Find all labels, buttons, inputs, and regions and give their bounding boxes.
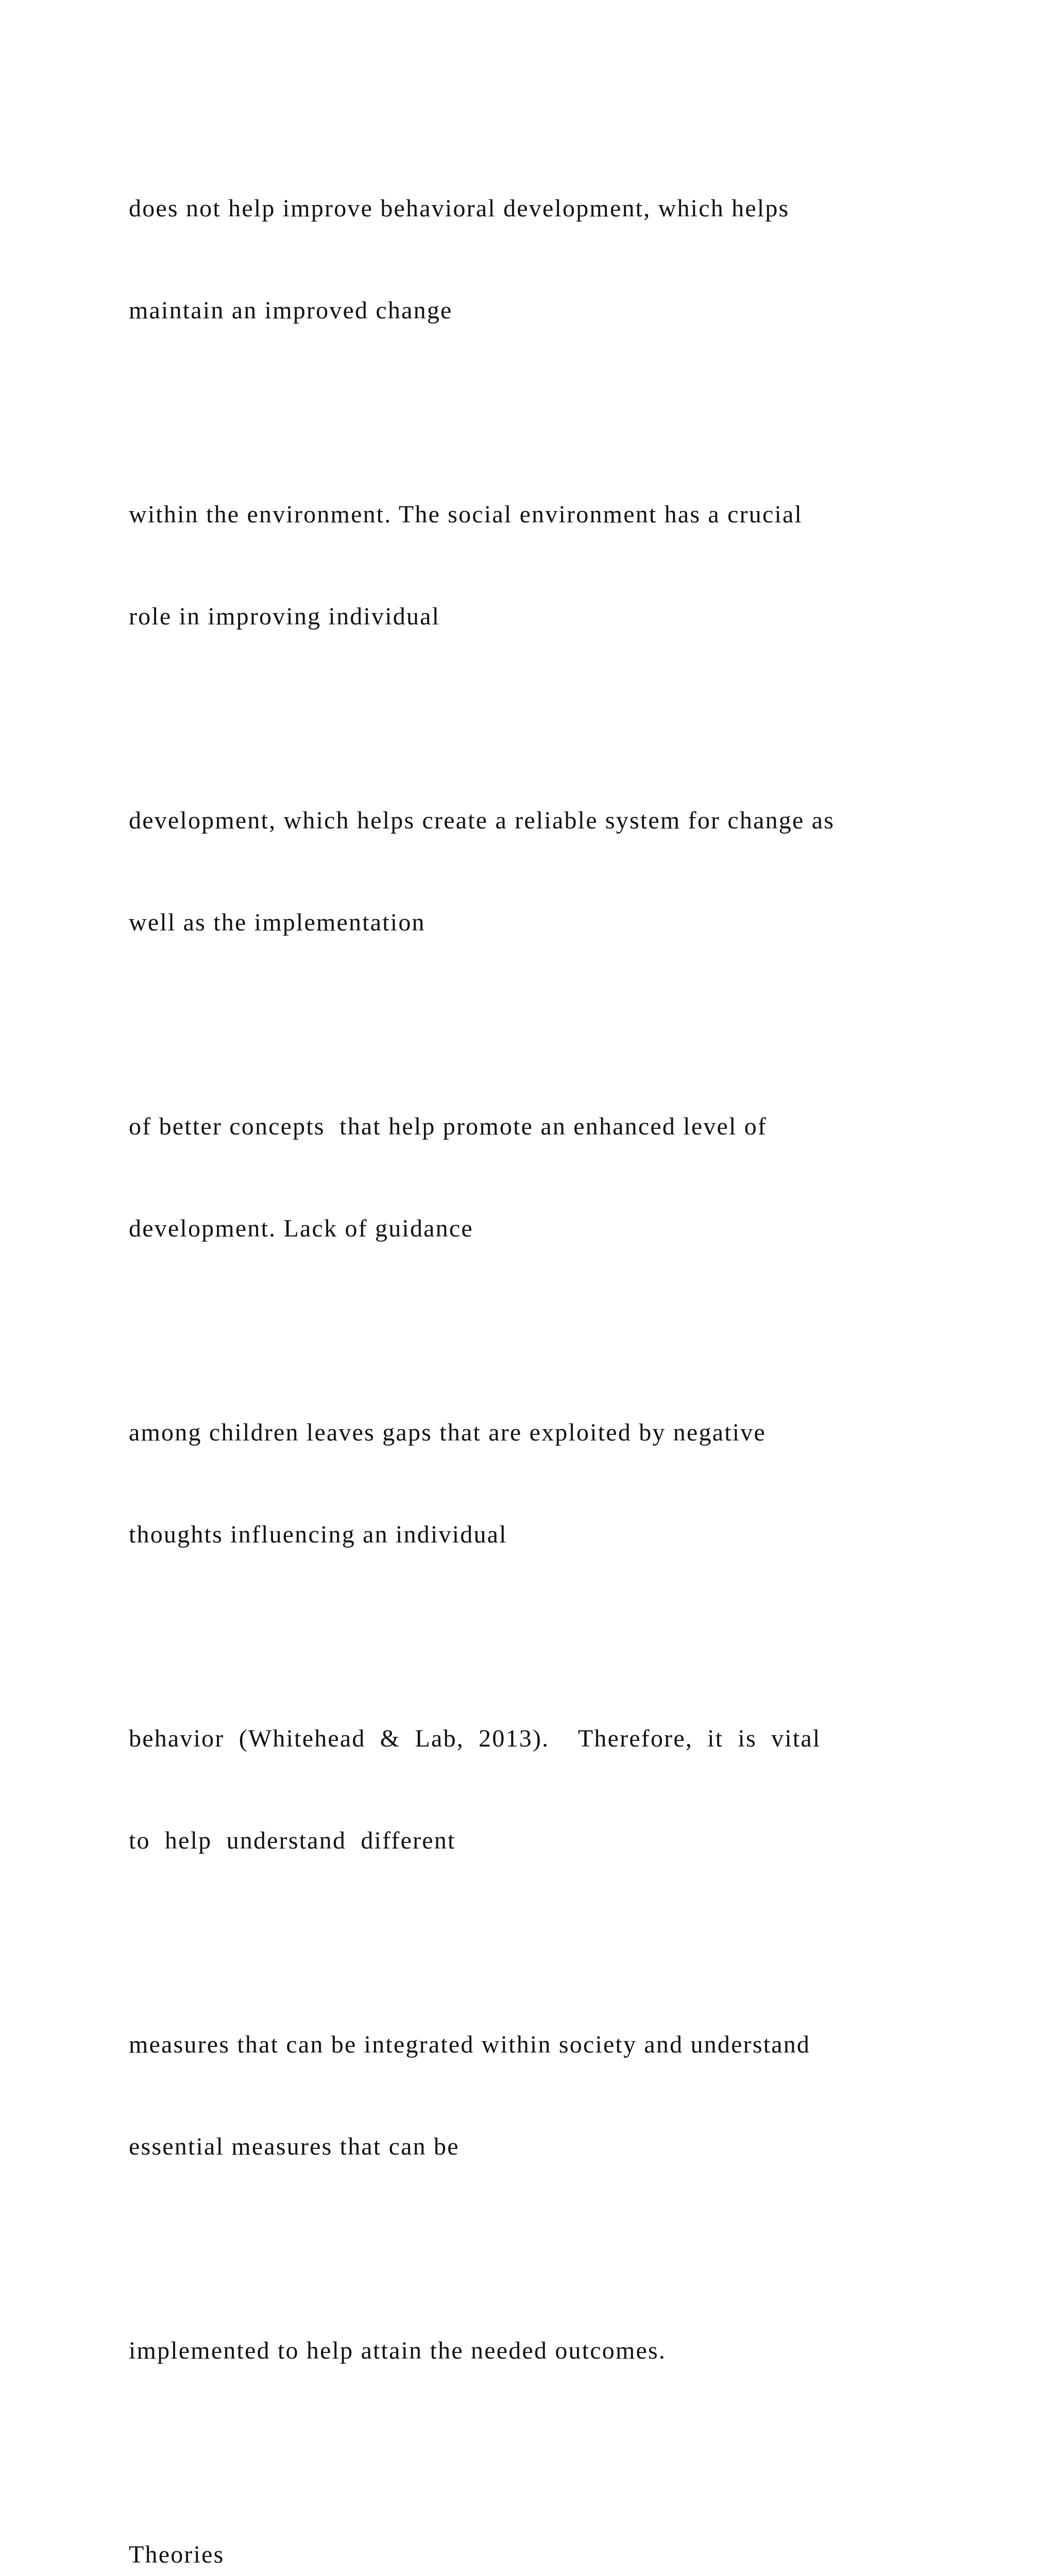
text-line: does not help improve behavioral development, which helps bbox=[129, 195, 790, 222]
paragraph bbox=[129, 2266, 963, 2436]
text-line: development. Lack of guidance bbox=[129, 1215, 473, 1242]
text-line: to help understand different bbox=[129, 1827, 456, 1854]
text-line: measures that can be integrated within society and understand bbox=[129, 2031, 811, 2058]
text-line: essential measures that can be bbox=[129, 2133, 460, 2160]
paragraph bbox=[129, 736, 963, 1008]
text-line: well as the implementation bbox=[129, 909, 426, 936]
text-line: thoughts influencing an individual bbox=[129, 1521, 507, 1548]
paragraph bbox=[129, 124, 963, 396]
text-line: of better concepts that help promote an enhanced level of bbox=[129, 1113, 768, 1140]
paragraph bbox=[129, 1042, 963, 1314]
paragraph bbox=[129, 1654, 963, 1926]
text-line: development, which helps create a reliable system for change as bbox=[129, 807, 835, 834]
text-line: maintain an improved change bbox=[129, 297, 453, 324]
text-line: Theories bbox=[129, 2541, 225, 2568]
text-line: within the environment. The social environment has a crucial bbox=[129, 501, 803, 528]
text-line: behavior (Whitehead & Lab, 2013). Therefore, it is vital bbox=[129, 1725, 821, 1752]
paragraph bbox=[129, 1348, 963, 1620]
section-heading bbox=[129, 2470, 963, 2576]
paragraph bbox=[129, 1960, 963, 2232]
paragraph bbox=[129, 430, 963, 702]
text-line: implemented to help attain the needed outcomes. bbox=[129, 2337, 667, 2364]
text-line: role in improving individual bbox=[129, 603, 440, 630]
document-body bbox=[129, 124, 963, 2576]
text-line: among children leaves gaps that are exploited by negative bbox=[129, 1419, 766, 1446]
